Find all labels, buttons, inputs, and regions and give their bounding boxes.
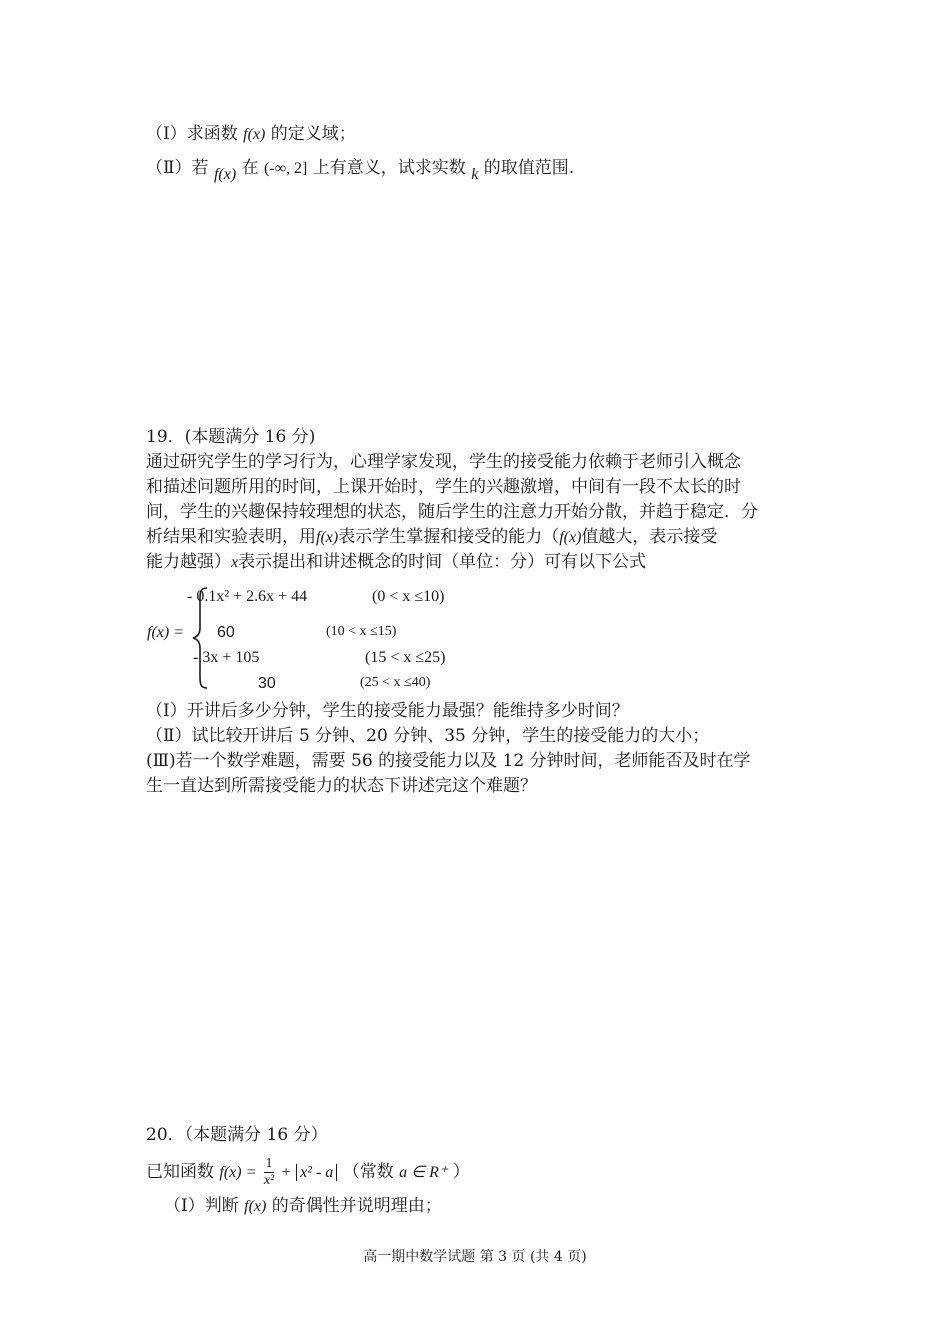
q19-part-2: （Ⅱ）试比较开讲后 5 分钟、20 分钟、35 分钟，学生的接受能力的大小； (146, 726, 710, 746)
math-fx: f(x) (244, 1198, 267, 1215)
piecewise-case-2-cond: (10 < x ≤15) (326, 624, 397, 639)
q19-para-line-2: 和描述问题所用的时间，上课开始时，学生的兴趣激增，中间有一段不太长的时 (146, 477, 741, 497)
math-const: a ∈ R⁺ (399, 1164, 448, 1181)
math-k: k (471, 166, 479, 183)
q19-part-1: （Ⅰ）开讲后多少分钟，学生的接受能力最强？能维持多少时间？ (146, 701, 629, 721)
q19-para-line-5: 能力越强）x表示提出和讲述概念的时间（单位：分）可有以下公式 (146, 552, 647, 572)
q19-para-line-1: 通过研究学生的学习行为，心理学家发现，学生的接受能力依赖于老师引入概念 (146, 452, 741, 472)
q18-part1: （Ⅰ）求函数 f(x) 的定义域； (146, 124, 356, 144)
q18-part2: （Ⅱ）若 f(x) 在 (-∞, 2] 上有意义，试求实数 k 的取值范围. (146, 158, 575, 183)
q19-part-3: (Ⅲ)若一个数学难题，需要 56 的接受能力以及 12 分钟时间，老师能否及时在学 (146, 751, 751, 771)
math-fx: f(x) (243, 126, 266, 143)
q20-part1: （Ⅰ）判断 f(x) 的奇偶性并说明理由； (164, 1196, 442, 1216)
piecewise-case-4-expr: 30 (258, 675, 276, 692)
q19-part-3-cont: 生一直达到所需接受能力的状态下讲述完这个难题？ (146, 776, 537, 796)
piecewise-case-3-expr: - 3x + 105 (193, 649, 260, 666)
piecewise-case-2-expr: 60 (217, 624, 235, 641)
page-footer: 高一期中数学试题 第 3 页 (共 4 页) (363, 1249, 587, 1265)
piecewise-case-1-cond: (0 < x ≤10) (372, 588, 445, 605)
math-fraction: $\frac{1}{\text{x²}}$ (263, 1156, 275, 1188)
math-abs: x² - a (296, 1164, 337, 1181)
math-fx: f(x) (316, 529, 339, 546)
q19-para-line-4: 析结果和实验表明，用f(x)表示学生掌握和接受的能力（f(x)值越大，表示接受 (146, 527, 718, 547)
math-fx: f(x) (559, 529, 582, 546)
piecewise-case-3-cond: (15 < x ≤25) (365, 649, 446, 666)
q19-heading: 19．(本题满分 16 分) (146, 427, 316, 447)
piecewise-lhs: f(x) = (147, 624, 184, 641)
math-x: x (231, 554, 239, 571)
math-interval: (-∞, 2] (263, 160, 308, 177)
math-lhs: f(x) = (219, 1164, 257, 1181)
q20-given: 已知函数 f(x) = $\frac{1}{\text{x²}}$ + x² - a （常数 a ∈ R⁺ ） (146, 1156, 470, 1188)
math-fx: f(x) (213, 166, 237, 183)
q19-para-line-3: 间，学生的兴趣保持较理想的状态，随后学生的注意力开始分散，并趋于稳定．分 (146, 502, 758, 522)
piecewise-case-4-cond: (25 < x ≤40) (360, 675, 431, 690)
piecewise-case-1-expr: - 0.1x² + 2.6x + 44 (187, 588, 308, 605)
q20-heading: 20．（本题满分 16 分） (146, 1125, 328, 1145)
